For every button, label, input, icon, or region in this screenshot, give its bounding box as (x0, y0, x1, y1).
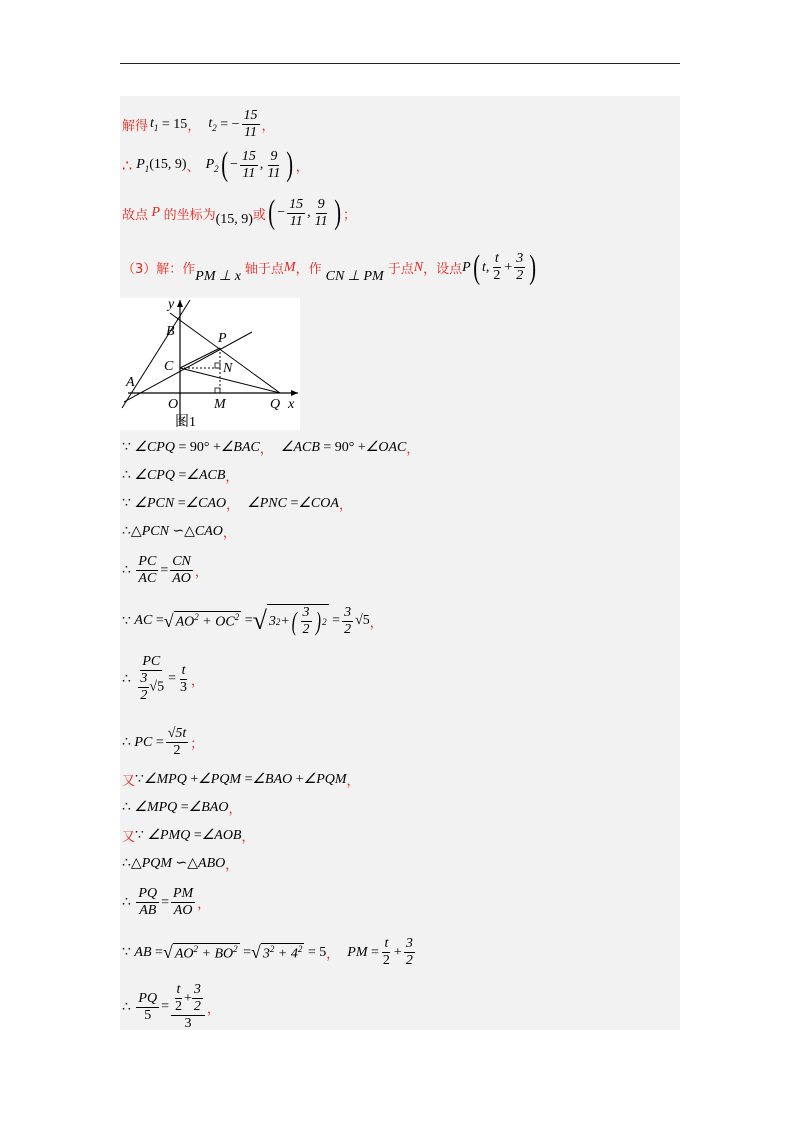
label-B: B (166, 324, 175, 339)
label-M: M (214, 397, 226, 412)
label-P: P (218, 331, 227, 346)
figure-svg (120, 298, 300, 430)
label-N: N (223, 361, 233, 376)
solution-line-2: ∴ $P_1$ (15, 9) 、 $P_2$ ( − $\frac{15}{11}$ , $\frac{9}{11}$ ) ， (122, 146, 309, 183)
proof-line-7: ∴ PC $\frac{3}{2}$ √5 = $\frac{t}{3}$ ， (122, 654, 205, 703)
proof-line-14: ∵ AB = √ $AO^2 + BO^2$ = √ $3^2 + 4^2$ = 5 ， PM = $\frac{t}{2}$ + $\frac{3}{2}$ (122, 936, 413, 968)
label-O: O (168, 397, 179, 412)
proof-line-6: ∵ AC = √ $AO^2 + OC^2$ = √ 3 2 + ( $\frac{3}{2}$ ) 2 = $\frac{3}{2}$ √5 ， (122, 604, 383, 637)
label-A: A (126, 375, 135, 390)
proof-line-8: ∴ PC = $\frac{√5t}{2}$ ； (122, 726, 204, 758)
label-x: x (288, 397, 295, 412)
label-Q: Q (270, 397, 281, 412)
solution-line-1: 解得 $t_1$ = 15 ， $t_2$ = − $\frac{15}{11}$ ， (122, 108, 275, 140)
proof-line-12: ∴△ PQM ∽△ ABO ， (122, 855, 239, 873)
header-rule (120, 63, 680, 64)
solution-line-3: 故点 P 的坐标为 (15, 9) 或 ( − $\frac{15}{11}$ , $\frac{9}{11}$ ) ； (122, 194, 356, 231)
label-C: C (164, 359, 174, 374)
proof-line-11: 又 ∵ ∠PMQ = ∠AOB ， (122, 827, 255, 845)
proof-line-1: ∵ ∠CPQ = 90° + ∠BAC ， ∠ACB = 90° + ∠OAC ， (122, 439, 420, 457)
label-y: y (168, 298, 175, 312)
proof-line-15: ∴ $\frac{PQ}{5}$ = $\frac{t}{2}$ + $\frac{3}{2}$ 3 ， (122, 982, 220, 1031)
proof-line-2: ∴ ∠CPQ = ∠ACB ， (122, 467, 239, 485)
geometry-figure (120, 298, 300, 430)
proof-line-10: ∴ ∠MPQ = ∠BAO ， (122, 799, 242, 817)
figure-caption: 图1 (175, 415, 196, 430)
proof-line-13: ∴ $\frac{PQ}{AB}$ = $\frac{PM}{AO}$ ， (122, 886, 211, 918)
label-solve: 解得 (122, 119, 149, 134)
proof-line-9: 又 ∵ ∠MPQ + ∠PQM = ∠BAO + ∠PQM ， (122, 771, 360, 789)
proof-line-3: ∵ ∠PCN = ∠CAO ， ∠PNC = ∠COA ， (122, 495, 352, 513)
proof-line-5: ∴ $\frac{PC}{AC}$ = $\frac{CN}{AO}$ ， (122, 554, 208, 586)
solution-line-4: （3）解：作 PM ⊥ x 轴于点 M ，作 CN ⊥ PM 于点 N ，设点 P ( t, $\frac{t}{2}$ + $\frac{3}{2}$ ) (122, 248, 537, 286)
proof-line-4: ∴△ PCN ∽△ CAO ， (122, 523, 236, 541)
